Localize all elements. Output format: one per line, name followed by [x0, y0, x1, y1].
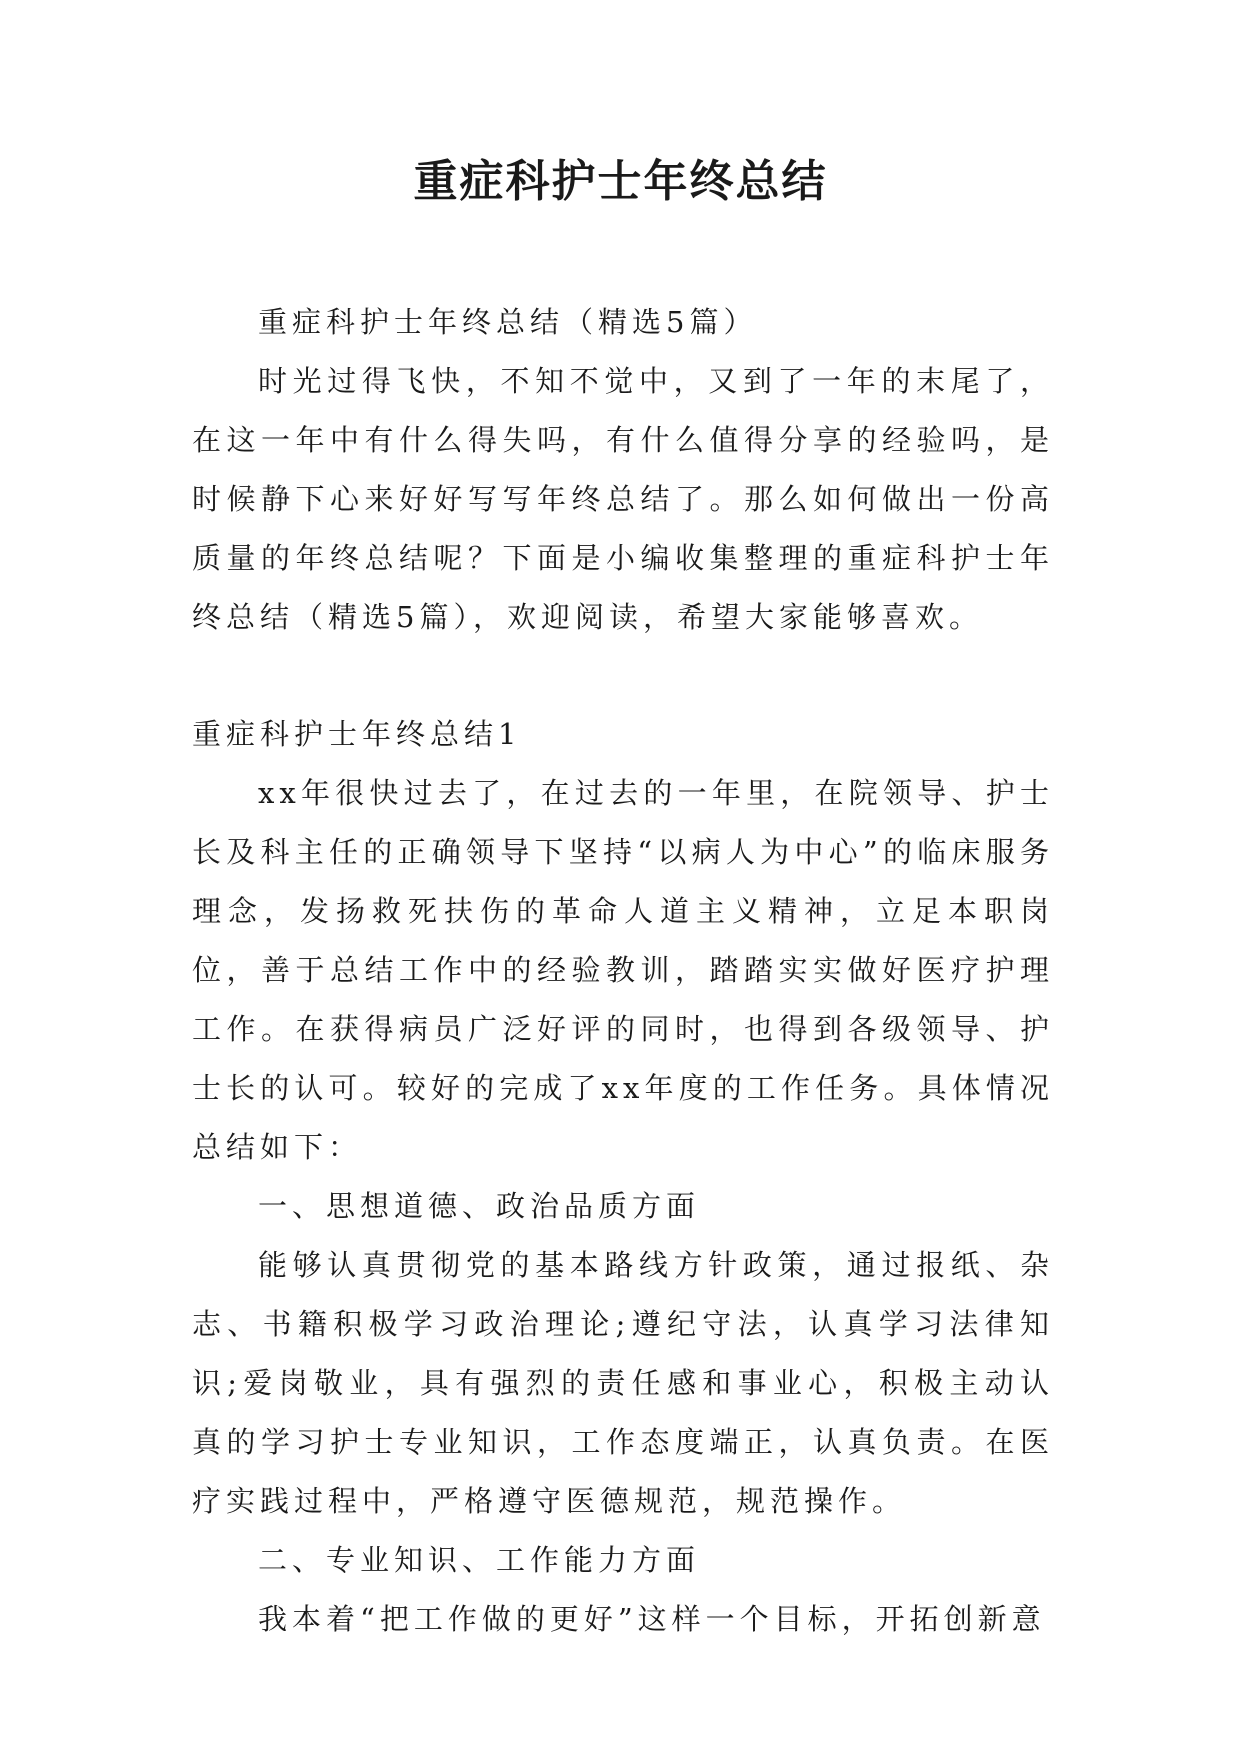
document-body: [192, 293, 1054, 1649]
section-1-paragraph: xx年很快过去了，在过去的一年里，在院领导、护士长及科主任的正确领导下坚持“以病人为中心”的临床服务理念，发扬救死扶伤的革命人道主义精神，立足本职岗位，善于总结工作中的经验教训，踏踏实实做好医疗护理工作。在获得病员广泛好评的同时，也得到各级领导、护士长的认可。较好的完成了xx年度的工作任务。具体情况总结如下：: [192, 776, 1054, 1164]
subsection-heading-1: 一、思想道德、政治品质方面: [258, 1189, 701, 1223]
document-title: 重症科护士年终总结: [413, 156, 828, 207]
document-subtitle: 重症科护士年终总结（精选5篇）: [258, 305, 758, 339]
intro-paragraph: 时光过得飞快，不知不觉中，又到了一年的末尾了，在这一年中有什么得失吗，有什么值得分享的经验吗，是时候静下心来好好写写年终总结了。那么如何做出一份高质量的年终总结呢？下面是小编收集整理的重症科护士年终总结（精选5篇），欢迎阅读，希望大家能够喜欢。: [192, 364, 1054, 634]
subsection-1-paragraph: 能够认真贯彻党的基本路线方针政策，通过报纸、杂志、书籍积极学习政治理论;遵纪守法，认真学习法律知识;爱岗敬业，具有强烈的责任感和事业心，积极主动认真的学习护士专业知识，工作态度端正，认真负责。在医疗实践过程中，严格遵守医德规范，规范操作。: [192, 1248, 1054, 1518]
subsection-2-paragraph: 我本着“把工作做的更好”这样一个目标，开拓创新意: [258, 1602, 1046, 1636]
subsection-heading-2: 二、专业知识、工作能力方面: [258, 1543, 701, 1577]
section-spacer: [192, 647, 1054, 705]
section-heading-1: 重症科护士年终总结1: [192, 717, 522, 751]
